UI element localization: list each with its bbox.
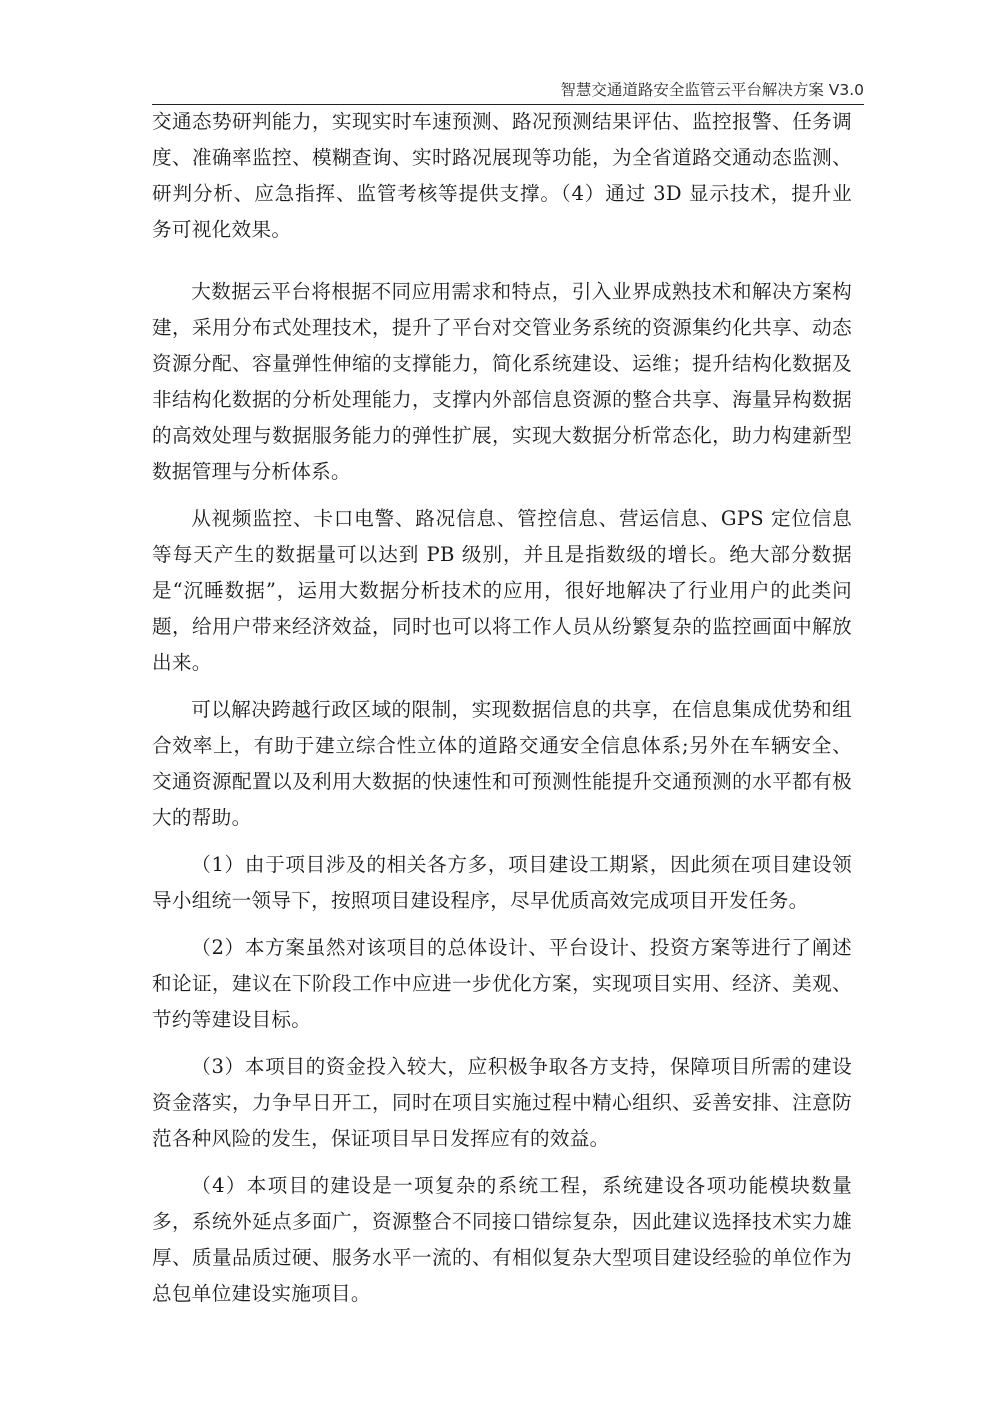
paragraph-big-data-platform: 大数据云平台将根据不同应用需求和特点，引入业界成熟技术和解决方案构 建，采用分布式处理技术，提升了平台对交管业务系统的资源集约化共享、动态 资源分配、容量弹性伸缩的支撑能力，简化系统建设、运维；提升结构化数据及 非结构化数据的分析处理能力，支撑内外部信息资源的整合共享、海量异构数据 的高效处理与数据服务能力的弹性扩展，实现大数据分析常态化，助力构建新型数据管理与分析体系。 bbox=[152, 280, 852, 483]
paragraph-data-sharing: 可以解决跨越行政区域的限制，实现数据信息的共享，在信息集成优势和组合效率上，有助于建立综合性立体的道路交通安全信息体系;另外在车辆安全、交通资源配置以及利用大数据的快速性和可预测性能提升交通预测的水平都有极大的帮助。 bbox=[152, 698, 852, 829]
paragraph-recommendation-2: （2）本方案虽然对该项目的总体设计、平台设计、投资方案等进行了阐述和论证，建议在下阶段工作中应进一步优化方案，实现项目实用、经济、美观、节约等建设目标。 bbox=[152, 936, 852, 1031]
paragraph-recommendation-4: （4）本项目的建设是一项复杂的系统工程，系统建设各项功能模块数量多，系统外延点多面广，资源整合不同接口错综复杂，因此建议选择技术实力雄厚、质量品质过硬、服务水平一流的、有相似复杂大型项目建设经验的单位作为总包单位建设实施项目。 bbox=[152, 1174, 852, 1305]
header-title: 智慧交通道路安全监管云平台解决方案 V3.0 bbox=[560, 81, 864, 99]
paragraph-recommendation-1: （1）由于项目涉及的相关各方多，项目建设工期紧，因此须在项目建设领导小组统一领导下，按照项目建设程序，尽早优质高效完成项目开发任务。 bbox=[152, 853, 852, 912]
paragraph-data-volume: 从视频监控、卡口电警、路况信息、管控信息、营运信息、GPS 定位信息等每天产生的数据量可以达到 PB 级别，并且是指数级的增长。绝大部分数据是“沉睡数据”，运用大数据分析技术的应用，很好地解决了行业用户的此类问题，给用户带来经济效益，同时也可以将工作人员从纷繁复杂的监控画面中解放出来。 bbox=[152, 507, 852, 674]
document-body bbox=[152, 104, 852, 1312]
paragraph-continuation: 交通态势研判能力，实现实时车速预测、路况预测结果评估、监控报警、任务调度、准确率监控、模糊查询、实时路况展现等功能，为全省道路交通动态监测、研判分析、应急指挥、监管考核等提供支撑。（4）通过 3D 显示技术，提升业务可视化效果。 bbox=[152, 110, 852, 241]
paragraph-recommendation-3: （3）本项目的资金投入较大，应积极争取各方支持，保障项目所需的建设资金落实，力争早日开工，同时在项目实施过程中精心组织、妥善安排、注意防范各种风险的发生，保证项目早日发挥应有的效益。 bbox=[152, 1055, 852, 1150]
page-header bbox=[152, 74, 864, 105]
